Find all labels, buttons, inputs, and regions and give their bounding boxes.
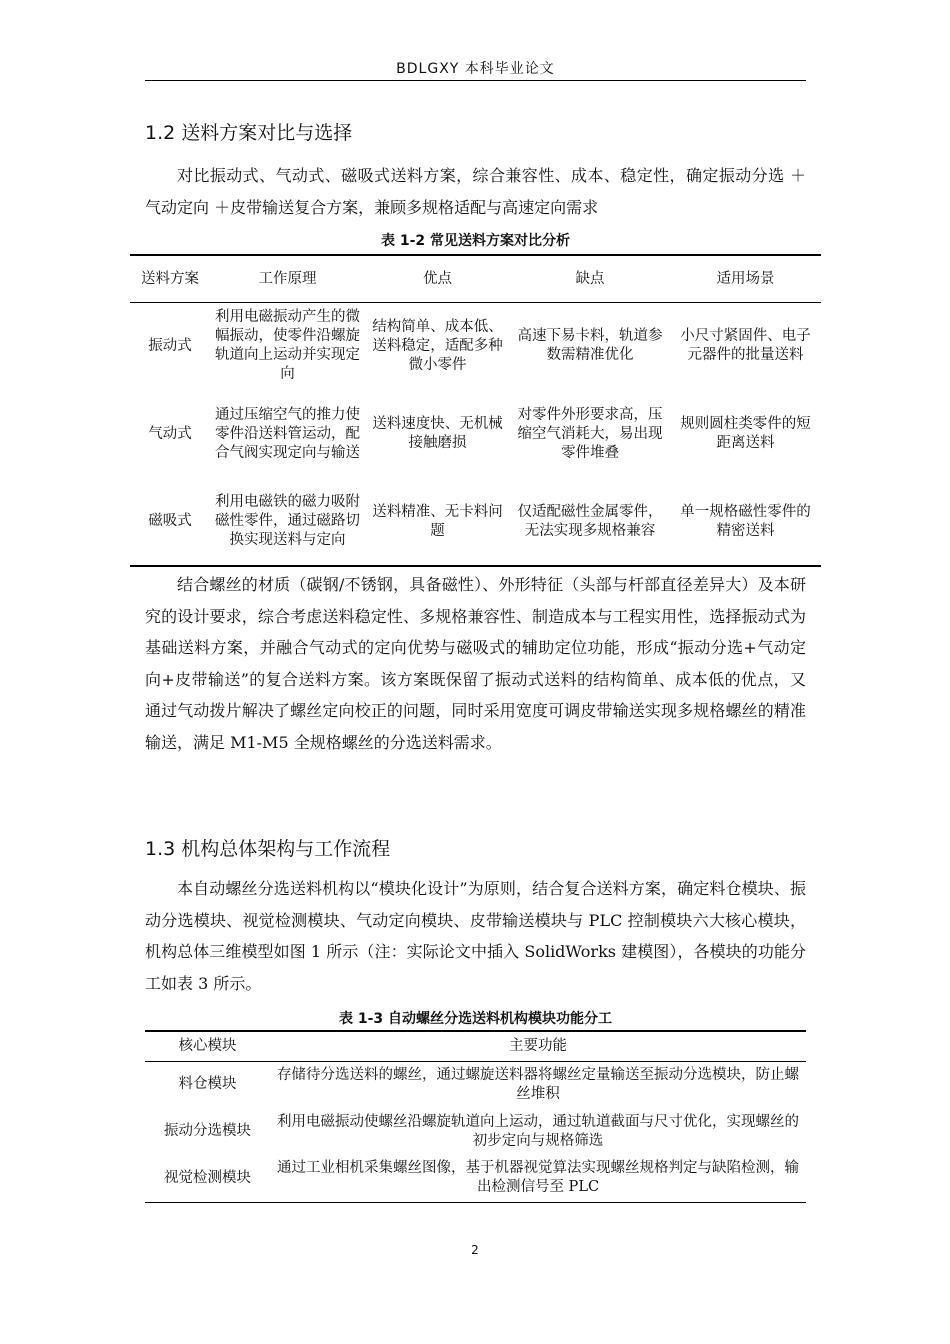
table-cell: 通过工业相机采集螺丝图像，基于机器视觉算法实现螺丝规格判定与缺陷检测，输出检测信号至 PLC — [277, 1160, 799, 1196]
table-cell: 存储待分选送料的螺丝，通过螺旋送料器将螺丝定量输送至振动分选模块，防止螺丝堆积 — [277, 1066, 799, 1102]
table-row — [130, 390, 821, 478]
table-cell: 视觉检测模块 — [164, 1169, 251, 1186]
table-header-cell: 适用场景 — [716, 270, 775, 287]
table-cell: 送料速度快、无机械接触磨损 — [372, 416, 503, 451]
table-row — [130, 478, 821, 566]
section-1-3-intro: 本自动螺丝分选送料机构以“模块化设计”为原则，结合复合送料方案，确定料仓模块、振动分选模块、视觉检测模块、气动定向模块、皮带输送模块与 PLC 控制模块六大核心模块，机构总体三维模型如图 1 所示（注：实际论文中插入 SolidWorks 建模图），各模块的功能分工如表 3 所示。 — [145, 879, 806, 993]
table-header-cell: 主要功能 — [509, 1038, 567, 1055]
table-1-2-caption: 表 1-2 常见送料方案对比分析 — [380, 233, 571, 249]
page-number: 2 — [471, 1243, 479, 1257]
table-cell: 对零件外形要求高，压缩空气消耗大，易出现零件堆叠 — [517, 406, 663, 461]
table-header-row — [130, 255, 821, 302]
table-cell: 料仓模块 — [178, 1076, 237, 1093]
table-cell: 利用电磁铁的磁力吸附磁性零件，通过磁路切换实现送料与定向 — [215, 494, 360, 548]
table-cell: 磁吸式 — [148, 513, 192, 529]
section-heading-1-2: 1.2 送料方案对比与选择 — [145, 122, 353, 144]
table-cell: 振动式 — [148, 337, 192, 354]
table-header-cell: 核心模块 — [178, 1038, 237, 1055]
table-cell: 单一规格磁性零件的精密送料 — [680, 503, 811, 539]
table-1-3-caption: 表 1-3 自动螺丝分选送料机构模块功能分工 — [338, 1011, 613, 1027]
table-row — [145, 1061, 806, 1108]
table-row — [145, 1155, 806, 1202]
table-cell: 仅适配磁性金属零件，无法实现多规格兼容 — [517, 503, 663, 539]
table-row — [145, 1108, 806, 1155]
table-header-cell: 送料方案 — [141, 270, 199, 287]
table-cell: 利用电磁振动产生的微幅振动，使零件沿螺旋轨道向上运动并实现定向 — [215, 309, 360, 383]
table-header-row — [145, 1031, 806, 1061]
table-cell: 振动分选模块 — [164, 1123, 251, 1139]
table-header-cell: 工作原理 — [258, 270, 317, 287]
section-1-2-conclusion: 结合螺丝的材质（碳钢/不锈钢，具备磁性）、外形特征（头部与杆部直径差异大）及本研究的设计要求，综合考虑送料稳定性、多规格兼容性、制造成本与工程实用性，选择振动式为基础送料方案，并融合气动式的定向优势与磁吸式的辅助定位功能，形成“振动分选+气动定向+皮带输送”的复合送料方案。该方案既保留了振动式送料的结构简单、成本低的优点，又通过气动拨片解决了螺丝定向校正的问题，同时采用宽度可调皮带输送实现多规格螺丝的精准输送，满足 M1-M5 全规格螺丝的分选送料需求。 — [145, 575, 806, 752]
table-cell: 高速下易卡料，轨道参数需精准优化 — [517, 328, 663, 364]
table-cell: 送料精准、无卡料问题 — [372, 503, 503, 539]
section-heading-1-3: 1.3 机构总体架构与工作流程 — [145, 838, 391, 860]
table-cell: 气动式 — [148, 425, 192, 442]
table-header-cell: 优点 — [423, 270, 452, 287]
table-header-cell: 缺点 — [575, 270, 605, 287]
table-cell: 结构简单、成本低、送料稳定，适配多种微小零件 — [372, 318, 503, 373]
table-1-3 — [145, 1030, 806, 1203]
table-cell: 利用电磁振动使螺丝沿螺旋轨道向上运动，通过轨道截面与尺寸优化，实现螺丝的初步定向与规格筛选 — [277, 1113, 799, 1149]
table-row — [130, 302, 821, 390]
table-1-2 — [130, 254, 821, 567]
section-1-2-intro: 对比振动式、气动式、磁吸式送料方案，综合兼容性、成本、稳定性，确定振动分选 ＋气动定向 ＋皮带输送复合方案，兼顾多规格适配与高速定向需求 — [145, 166, 806, 217]
table-cell: 小尺寸紧固件、电子元器件的批量送料 — [680, 328, 811, 364]
table-cell: 通过压缩空气的推力使零件沿送料管运动，配合气阀实现定向与输送 — [215, 406, 360, 461]
table-cell: 规则圆柱类零件的短距离送料 — [680, 416, 811, 451]
running-header: BDLGXY 本科毕业论文 — [396, 61, 555, 77]
header-rule — [145, 80, 806, 81]
